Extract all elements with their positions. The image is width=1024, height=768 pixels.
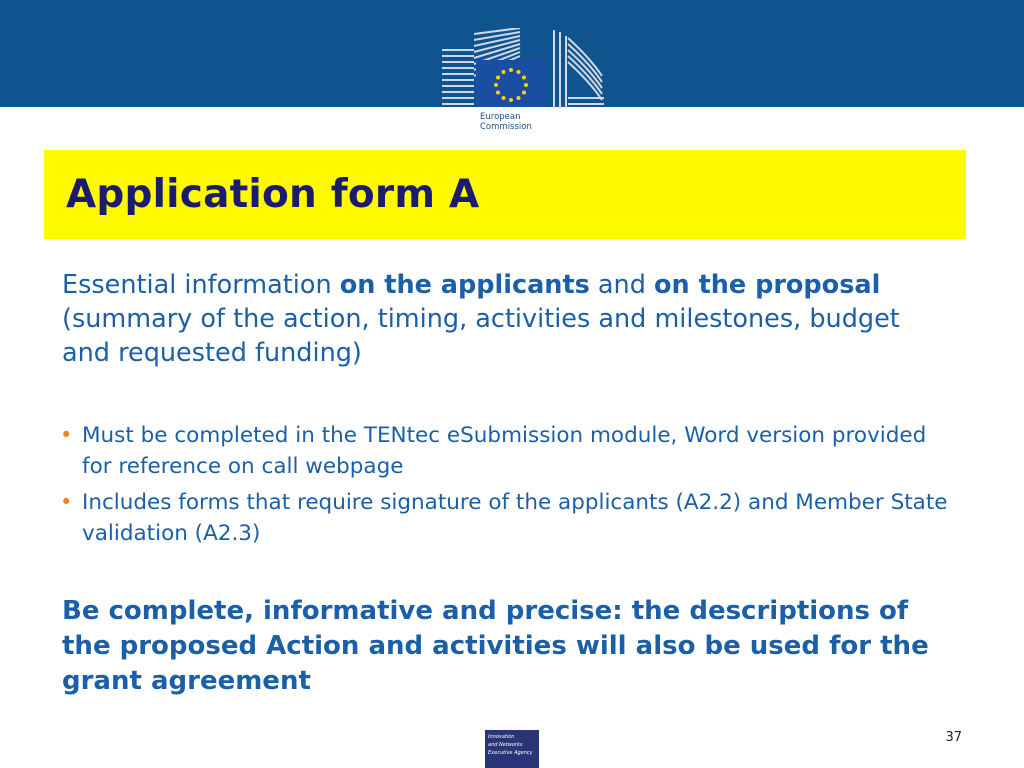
bullet-list <box>60 420 960 554</box>
list-item <box>60 487 960 549</box>
bullet-icon: • <box>60 423 73 447</box>
intro-bold-applicants: on the applicants <box>339 270 590 300</box>
intro-text-2: and <box>589 270 655 300</box>
intro-text-3: (summary of the action, timing, activities and milestones, budget and requested funding) <box>62 304 900 368</box>
bullet-text: Must be completed in the TENtec eSubmission module, Word version provided for reference on call webpage <box>82 423 927 479</box>
agency-logo-line2: and Networks <box>488 742 523 748</box>
bullet-text: Includes forms that require signature of the applicants (A2.2) and Member State validation (A2.3) <box>82 490 948 546</box>
page-number: 37 <box>945 730 962 745</box>
logo-wordmark <box>476 107 546 139</box>
logo-text-european: European <box>480 112 521 122</box>
logo-text-commission: Commission <box>480 122 532 132</box>
intro-bold-proposal: on the proposal <box>654 270 881 300</box>
closing-statement: Be complete, informative and precise: the descriptions of the proposed Action and activities will also be used for the grant agreement <box>62 596 929 696</box>
list-item <box>60 420 960 482</box>
agency-logo-line3: Executive Agency <box>488 750 533 756</box>
intro-paragraph <box>62 268 942 370</box>
slide-title: Application form A <box>66 172 480 217</box>
agency-logo-icon <box>485 730 539 768</box>
agency-logo-line1: Innovation <box>488 734 515 740</box>
intro-text-1: Essential information <box>62 270 340 300</box>
bullet-icon: • <box>60 490 73 514</box>
title-bar <box>44 150 966 239</box>
